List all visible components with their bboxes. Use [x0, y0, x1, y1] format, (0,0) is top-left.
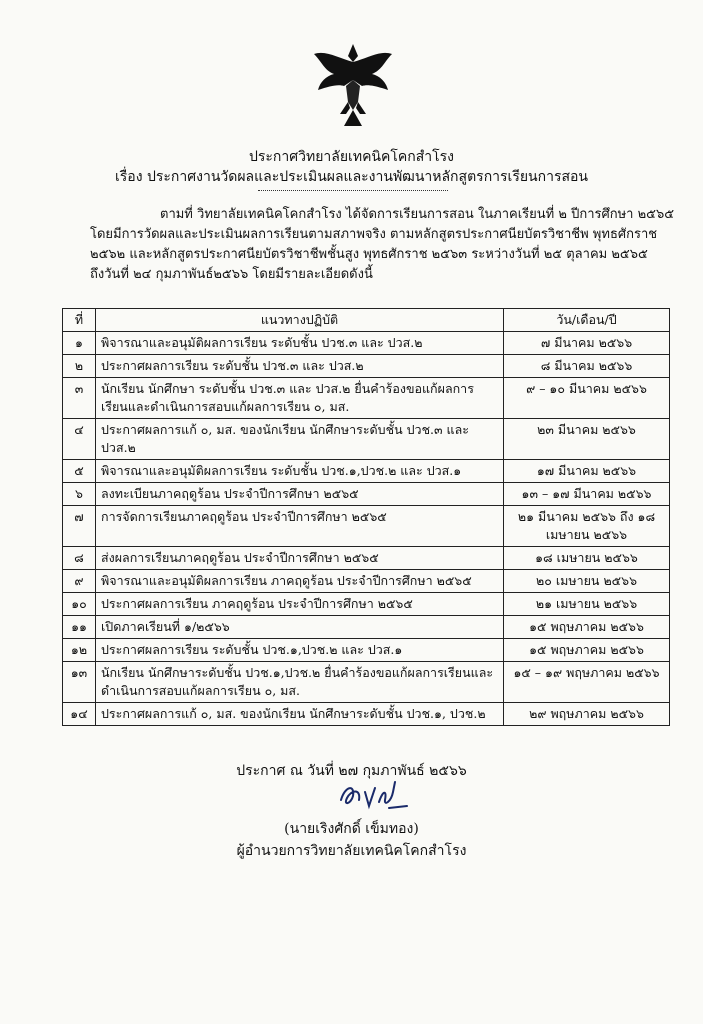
row-task: พิจารณาและอนุมัติผลการเรียน ระดับชั้น ปวช.๑,ปวช.๒ และ ปวส.๑: [96, 460, 504, 483]
row-task: พิจารณาและอนุมัติผลการเรียน ระดับชั้น ปวช.๓ และ ปวส.๒: [96, 332, 504, 355]
row-no: ๑๐: [63, 593, 96, 616]
table-row: [63, 616, 670, 639]
row-task: ส่งผลการเรียนภาคฤดูร้อน ประจำปีการศึกษา ๒๕๖๕: [96, 547, 504, 570]
intro-line: ๒๕๖๒ และหลักสูตรประกาศนียบัตรวิชาชีพชั้นสูง พุทธศักราช ๒๕๖๓ ระหว่างวันที่ ๒๕ ตุลาคม ๒๕๖๕: [90, 247, 648, 262]
table-row: [63, 593, 670, 616]
table-row: [63, 332, 670, 355]
table-row: [63, 419, 670, 460]
row-no: ๘: [63, 547, 96, 570]
table-row: [63, 703, 670, 726]
row-date: ๑๘ เมษายน ๒๕๖๖: [504, 547, 670, 570]
row-task: นักเรียน นักศึกษาระดับชั้น ปวช.๑,ปวช.๒ ยื่นคำร้องขอแก้ผลการเรียนและดำเนินการสอบแก้ผลการเรียน ๐, มส.: [96, 662, 504, 703]
table-row: [63, 355, 670, 378]
dotted-divider: [258, 190, 448, 191]
row-task: เปิดภาคเรียนที่ ๑/๒๕๖๖: [96, 616, 504, 639]
row-date: ๒๑ มีนาคม ๒๕๖๖ ถึง ๑๘ เมษายน ๒๕๖๖: [504, 506, 670, 547]
row-no: ๗: [63, 506, 96, 547]
row-date: ๙ – ๑๐ มีนาคม ๒๕๖๖: [504, 378, 670, 419]
row-no: ๓: [63, 378, 96, 419]
announced-date: ประกาศ ณ วันที่ ๒๗ กุมภาพันธ์ ๒๕๖๖: [236, 763, 467, 779]
row-date: ๒๑ เมษายน ๒๕๖๖: [504, 593, 670, 616]
table-row: [63, 506, 670, 547]
row-no: ๕: [63, 460, 96, 483]
table-row: [63, 570, 670, 593]
table-row: [63, 378, 670, 419]
row-date: ๘ มีนาคม ๒๕๖๖: [504, 355, 670, 378]
row-date: ๑๓ – ๑๗ มีนาคม ๒๕๖๖: [504, 483, 670, 506]
schedule-table: [62, 308, 670, 726]
handwritten-signature: [335, 778, 415, 814]
row-no: ๑๒: [63, 639, 96, 662]
intro-line: ตามที่ วิทยาลัยเทคนิคโคกสำโรง ได้จัดการเรียนการสอน ในภาคเรียนที่ ๒ ปีการศึกษา ๒๕๖๕: [160, 207, 675, 222]
row-no: ๙: [63, 570, 96, 593]
row-date: ๑๕ พฤษภาคม ๒๕๖๖: [504, 639, 670, 662]
row-date: ๒๓ มีนาคม ๒๕๖๖: [504, 419, 670, 460]
row-task: ประกาศผลการเรียน ระดับชั้น ปวช.๑,ปวช.๒ และ ปวส.๑: [96, 639, 504, 662]
row-task: ประกาศผลการเรียน ภาคฤดูร้อน ประจำปีการศึกษา ๒๕๖๕: [96, 593, 504, 616]
row-no: ๑: [63, 332, 96, 355]
row-date: ๑๕ พฤษภาคม ๒๕๖๖: [504, 616, 670, 639]
announcement-subject: เรื่อง ประกาศงานวัดผลและประเมินผลและงานพัฒนาหลักสูตรการเรียนการสอน: [114, 169, 589, 185]
signer-position: ผู้อำนวยการวิทยาลัยเทคนิคโคกสำโรง: [236, 843, 467, 859]
row-task: ประกาศผลการแก้ ๐, มส. ของนักเรียน นักศึกษาระดับชั้น ปวช.๓ และ ปวส.๒: [96, 419, 504, 460]
row-no: ๑๔: [63, 703, 96, 726]
row-no: ๖: [63, 483, 96, 506]
table-row: [63, 662, 670, 703]
column-header-task: แนวทางปฏิบัติ: [96, 309, 504, 332]
table-row: [63, 483, 670, 506]
row-task: ประกาศผลการเรียน ระดับชั้น ปวช.๓ และ ปวส.๒: [96, 355, 504, 378]
table-row: [63, 639, 670, 662]
column-header-no: ที่: [63, 309, 96, 332]
table-row: [63, 547, 670, 570]
intro-line: โดยมีการวัดผลและประเมินผลการเรียนตามสภาพจริง ตามหลักสูตรประกาศนียบัตรวิชาชีพ พุทธศักราช: [90, 227, 658, 242]
table-row: [63, 460, 670, 483]
row-no: ๔: [63, 419, 96, 460]
row-task: นักเรียน นักศึกษา ระดับชั้น ปวช.๓ และ ปวส.๒ ยื่นคำร้องขอแก้ผลการเรียนและดำเนินการสอบแก้ผลการเรียน ๐, มส.: [96, 378, 504, 419]
table-header-row: [63, 309, 670, 332]
column-header-date: วัน/เดือน/ปี: [504, 309, 670, 332]
row-date: ๑๗ มีนาคม ๒๕๖๖: [504, 460, 670, 483]
signer-name: (นายเริงศักดิ์ เข็มทอง): [284, 821, 419, 837]
row-task: ลงทะเบียนภาคฤดูร้อน ประจำปีการศึกษา ๒๕๖๕: [96, 483, 504, 506]
row-task: พิจารณาและอนุมัติผลการเรียน ภาคฤดูร้อน ประจำปีการศึกษา ๒๕๖๕: [96, 570, 504, 593]
row-no: ๑๓: [63, 662, 96, 703]
row-no: ๒: [63, 355, 96, 378]
row-date: ๗ มีนาคม ๒๕๖๖: [504, 332, 670, 355]
row-date: ๒๐ เมษายน ๒๕๖๖: [504, 570, 670, 593]
row-date: ๒๙ พฤษภาคม ๒๕๖๖: [504, 703, 670, 726]
row-task: ประกาศผลการแก้ ๐, มส. ของนักเรียน นักศึกษาระดับชั้น ปวช.๑, ปวช.๒: [96, 703, 504, 726]
row-no: ๑๑: [63, 616, 96, 639]
garuda-emblem-icon: [308, 40, 398, 130]
announcement-title: ประกาศวิทยาลัยเทคนิคโคกสำโรง: [248, 149, 455, 165]
intro-line: ถึงวันที่ ๒๔ กุมภาพันธ์๒๕๖๖ โดยมีรายละเอียดดังนี้: [90, 267, 373, 282]
row-date: ๑๕ – ๑๙ พฤษภาคม ๒๕๖๖: [504, 662, 670, 703]
row-task: การจัดการเรียนภาคฤดูร้อน ประจำปีการศึกษา ๒๕๖๕: [96, 506, 504, 547]
intro-paragraph: [90, 205, 675, 285]
